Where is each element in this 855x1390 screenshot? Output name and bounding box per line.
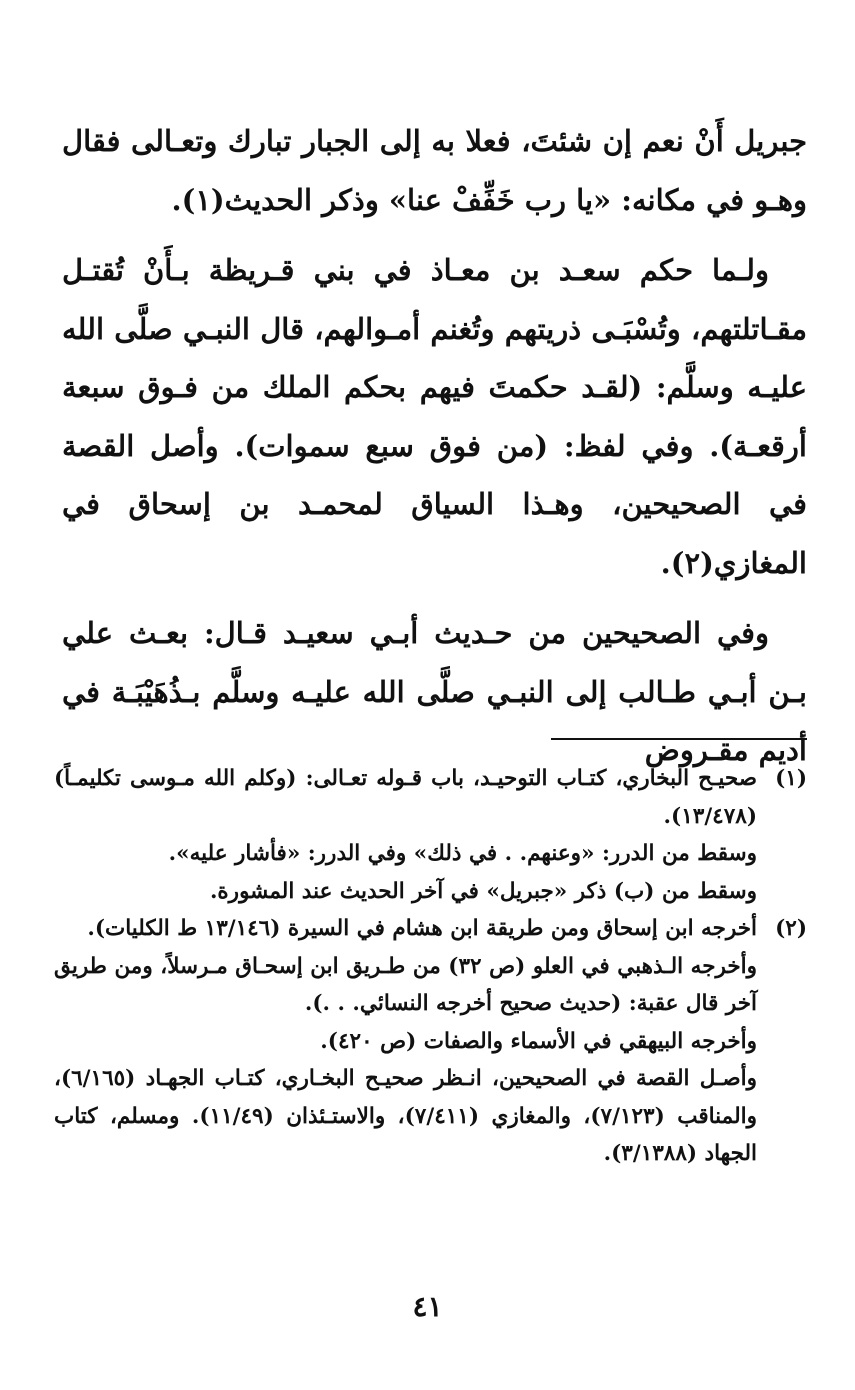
footnote-1-citation: صحيـح البخاري، كتـاب التوحيـد، باب قـوله تعـالى: (وكلم الله مـوسى تكليمـاً) (١٣/٤٧٨).	[54, 766, 757, 829]
footnote-1-note-1: وسقط من الدرر: «وعنهم. . في ذلك» وفي الدرر: «فأشار عليه».	[168, 841, 757, 866]
footnote-2-note-2: وأخرجه البيهقي في الأسماء والصفات (ص ٤٢٠).	[320, 1028, 757, 1054]
footnote-2-note-1: وأخرجه الـذهبي في العلو (ص ٣٢) من طـريق ابن إسحـاق مـرسلاً، ومن طريق آخر قال عقبة: (حديث صحيح أخرجه النسائي. . .).	[54, 953, 757, 1016]
footnote-2-citation: أخرجه ابن إسحاق ومن طريقة ابن هشام في السيرة (١٣/١٤٦ ط الكليات).	[87, 916, 757, 941]
footnote-1-body	[54, 760, 757, 835]
paragraph-2: ولـما حكم سعـد بن معـاذ في بني قـريظة بـأَنْ تُقتـل مقـاتلتهم، وتُسْبَـى ذريتهم وتُغنم أمـوالهم، قال النبـي صلَّى الله عليـه وسلَّم: (لقـد حكمتَ فيهم بحكم الملك من فـوق سبعة أرقعـة). وفي لفظ: (من فوق سبع سموات). وأصل القصة في الصحيحين، وهـذا السياق لمحمـد بن إسحاق في المغازي(٢).	[62, 253, 807, 580]
footnote-1-number: (١)	[775, 766, 807, 791]
paragraph-1: جبريل أَنْ نعم إن شئتَ، فعلا به إلى الجبار تبارك وتعـالى فقال وهـو في مكانه: «يا رب خَفِّفْ عنا» وذكر الحديث(١).	[62, 124, 807, 217]
footnote-2-note-3: وأصـل القصة في الصحيحين، انـظر صحيـح البخـاري، كتـاب الجهـاد (٦/١٦٥)، والمناقب (٧/١٢٣)، والمغازي (٧/٤١١)، والاستـئذان (١١/٤٩). ومسلم، كتاب الجهاد (٣/١٣٨٨).	[54, 1066, 757, 1166]
page-number: ٤١	[412, 1290, 443, 1323]
paragraph-3: وفي الصحيحين من حـديث أبـي سعيـد قـال: بعـث علي بـن أبـي طـالب إلى النبـي صلَّى الله عليـه وسلَّم بـذُهَيْبَـة في أديم مقـروض	[62, 616, 807, 767]
footnote-1-note-2: وسقط من (ب) ذكر «جبريل» في آخر الحديث عند المشورة.	[209, 878, 757, 904]
footnote-2-number: (٢)	[775, 916, 807, 941]
footnote-2	[54, 910, 807, 948]
main-text-body	[62, 112, 807, 780]
footnote-2-body	[54, 910, 757, 948]
footnote-separator-line	[551, 738, 807, 740]
footnote-1	[54, 760, 807, 835]
footnotes-section	[54, 760, 807, 1173]
